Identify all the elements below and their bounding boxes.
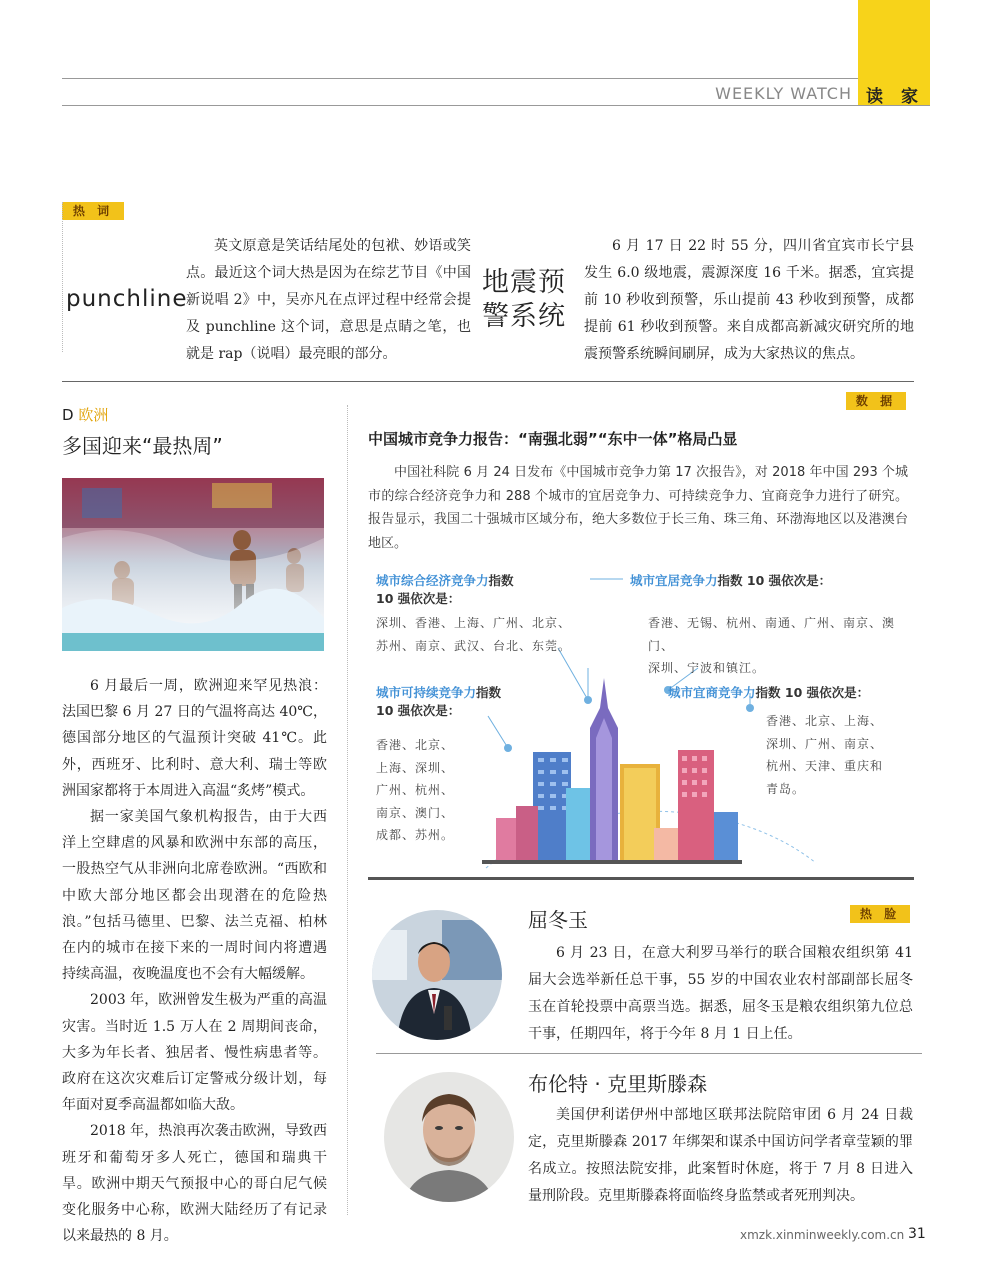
- livable-competitiveness-title: [630, 572, 910, 590]
- weekly-watch-label: WEEKLY WATCH: [715, 84, 852, 103]
- business-title-rest: 指数 10 强依次是：: [755, 685, 870, 700]
- business-top10-list: [766, 710, 914, 800]
- heatwave-photo: [62, 478, 324, 651]
- data-title: 中国城市竞争力报告：“南强北弱”“东中一体”格局凸显: [368, 430, 738, 448]
- data-intro: 中国社科院 6 月 24 日发布《中国城市竞争力第 17 次报告》，对 2018 年中国 293 个城市的综合经济竞争力和 288 个城市的宜居竞争力、可持续竞争力、宜商竞争力进行了研究。报告显示，我国二十强城市区域分布，绝大多数位于长三角、珠三角、环渤海地区以及港澳台地区。: [368, 465, 908, 551]
- hot-words-divider: [62, 202, 63, 352]
- livable-title-rest: 指数 10 强依次是：: [717, 573, 832, 588]
- hot-word-definition-earthquake: 6 月 17 日 22 时 55 分，四川省宜宾市长宁县发生 6.0 级地震，震源深度 16 千米。据悉，宜宾提前 10 秒收到预警，乐山提前 43 秒收到预警，成都提前 61 秒收到预警。来自成都高新减灾研究所的地震预警系统瞬间刷屏，成为大家热议的焦点。: [584, 238, 914, 362]
- hot-face-tag: 热 脸: [850, 905, 910, 923]
- article-body: [62, 673, 327, 1249]
- sustainable-subtitle: 10 强依次是：: [376, 703, 461, 718]
- person-bio: 6 月 23 日，在意大利罗马举行的联合国粮农组织第 41 届大会选举新任总干事，55 岁的中国农业农村部副部长屈冬玉在首轮投票中高票当选。据悉，屈冬玉是粮农组织第九位总干事，任期四年，将于今年 8 月 1 日上任。: [528, 945, 913, 1042]
- section-divider: [62, 381, 914, 382]
- header-bottom-rule: [62, 105, 930, 106]
- section-label: 读 家: [866, 87, 924, 107]
- hot-word-definition-punchline: 英文原意是笑话结尾处的包袱、妙语或笑点。最近这个词大热是因为在综艺节目《中国新说唱 2》中，吴亦凡在点评过程中经常会提及 punchline 这个词，意思是点睛之笔，也就是 rap（说唱）最亮眼的部分。: [186, 238, 471, 362]
- article-paragraph: 6 月最后一周，欧洲迎来罕见热浪：法国巴黎 6 月 27 日的气温将高达 40℃，德国部分地区的气温预计突破 41℃。此外，西班牙、比利时、意大利、瑞士等欧洲国家都将于本周进入高温“炙烤”模式。: [62, 678, 327, 799]
- economic-title-rest: 指数: [488, 573, 514, 588]
- person-photo-qu-dongyu: [372, 910, 502, 1040]
- business-list-line: 深圳、广州、南京、: [766, 736, 884, 751]
- column-divider: [347, 405, 348, 1215]
- business-title-blue: 城市宜商竞争力: [668, 685, 756, 700]
- article-paragraph: 2018 年，热浪再次袭击欧洲，导致西班牙和葡萄牙多人死亡，德国和瑞典干旱。欧洲中期天气预报中心的哥白尼气候变化服务中心称，欧洲大陆经历了有记录以来最热的 8 月。: [62, 1123, 327, 1245]
- person-photo-christensen: [384, 1072, 514, 1202]
- portrait-illustration: [372, 910, 502, 1040]
- business-list-line: 杭州、天津、重庆和: [766, 759, 884, 773]
- hot-words-tag: 热 词: [62, 202, 124, 220]
- sustainable-list-line: 广州、杭州、: [376, 783, 455, 797]
- economic-competitiveness-title: [376, 572, 576, 608]
- article-paragraph: 2003 年，欧洲曾发生极为严重的高温灾害。当时近 1.5 万人在 2 周期间丧命，大多为年长者、独居者、慢性病患者等。政府在这次灾难后订定警戒分级计划，每年面对夏季高温都如临大敌。: [62, 992, 327, 1114]
- sustainable-list-line: 上海、深圳、: [376, 760, 455, 775]
- header-top-rule: [62, 78, 858, 79]
- sustainable-title-rest: 指数: [476, 685, 502, 700]
- hot-word-term-earthquake: 地震预警系统: [482, 267, 566, 332]
- person-bio: 美国伊利诺伊州中部地区联邦法院陪审团 6 月 24 日裁定，克里斯滕森 2017 年绑架和谋杀中国访问学者章莹颖的罪名成立。按照法院安排，此案暂时休庭，将于 7 月 8 日进入量刑阶段。克里斯滕森将面临终身监禁或者死刑判决。: [528, 1107, 913, 1204]
- business-list-line: 青岛。: [766, 781, 806, 796]
- person-name: 布伦特 · 克里斯滕森: [528, 1072, 708, 1096]
- data-section-rule: [368, 877, 914, 880]
- hot-word-term-punchline: punchline: [66, 286, 188, 312]
- page-number: 31: [908, 1226, 926, 1242]
- data-tag: 数 据: [846, 392, 906, 410]
- sustainable-title-blue: 城市可持续竞争力: [376, 685, 477, 700]
- economic-list-line: 苏州、南京、武汉、台北、东莞。: [376, 638, 572, 653]
- livable-list-line: 深圳、宁波和镇江。: [648, 661, 766, 675]
- region-name: 欧洲: [78, 406, 109, 424]
- article-title: 多国迎来“最热周”: [62, 434, 223, 458]
- business-competitiveness-title: [668, 684, 914, 702]
- city-competitiveness-infographic: [368, 568, 914, 876]
- livable-title-blue: 城市宜居竞争力: [630, 573, 718, 588]
- footer-url: xmzk.xinminweekly.com.cn: [740, 1228, 905, 1242]
- region-label: [62, 404, 108, 425]
- portrait-illustration: [384, 1072, 514, 1202]
- person-name: 屈冬玉: [528, 908, 588, 932]
- livable-top10-list: [648, 612, 914, 680]
- economic-subtitle: 10 强依次是：: [376, 591, 461, 606]
- article-paragraph: 据一家美国气象机构报告，由于大西洋上空肆虐的风暴和欧洲中东部的高压，一股热空气从非洲向北席卷欧洲。“西欧和中欧大部分地区都会出现潜在的危险热浪。”包括马德里、巴黎、法兰克福、柏林在内的城市在接下来的一周时间内将遭遇持续高温，夜晚温度也不会有大幅缓解。: [62, 809, 327, 983]
- economic-title-blue: 城市综合经济竞争力: [376, 573, 489, 588]
- economic-top10-list: [376, 612, 596, 657]
- economic-list-line: 深圳、香港、上海、广州、北京、: [376, 616, 572, 630]
- heatwave-photo-illustration: [62, 478, 324, 651]
- region-letter: D: [62, 406, 74, 424]
- business-list-line: 香港、北京、上海、: [766, 714, 884, 728]
- sustainable-competitiveness-title: [376, 684, 536, 720]
- people-divider: [376, 1053, 922, 1054]
- sustainable-list-line: 香港、北京、: [376, 738, 455, 752]
- sustainable-top10-list: [376, 734, 486, 847]
- sustainable-list-line: 成都、苏州。: [376, 828, 455, 842]
- sustainable-list-line: 南京、澳门、: [376, 805, 455, 820]
- livable-list-line: 香港、无锡、杭州、南通、广州、南京、澳门、: [648, 616, 896, 653]
